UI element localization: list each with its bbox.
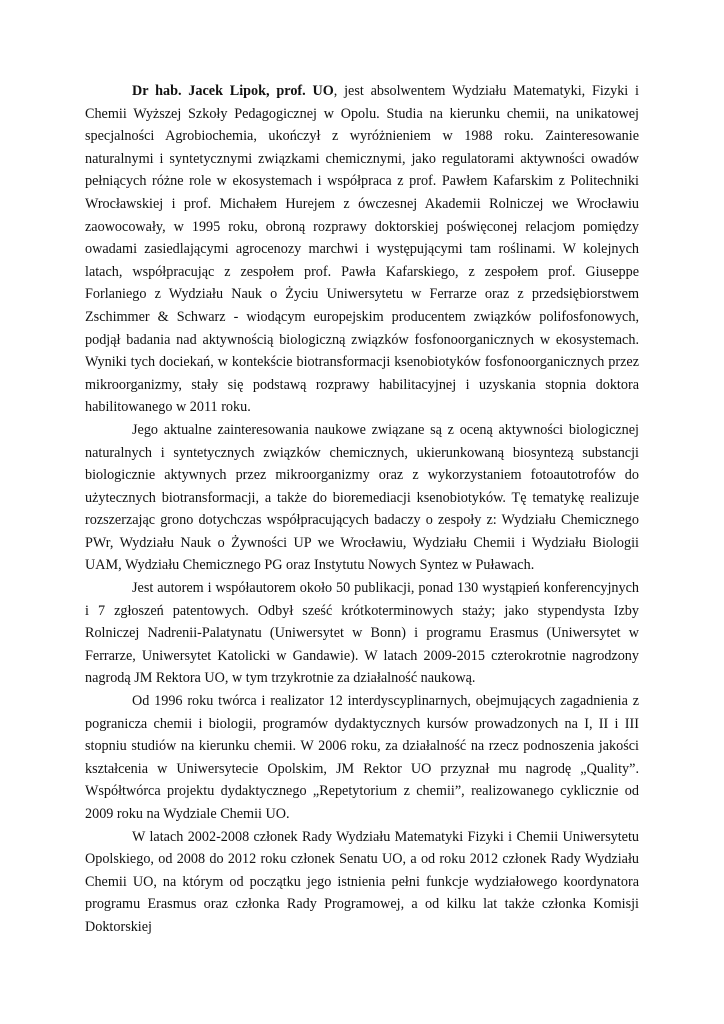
paragraph-publications: Jest autorem i współautorem około 50 publikacji, ponad 130 wystąpień konferencyjnych i 7 zgłoszeń patentowych. Odbył sześć krótkoterminowych staży; jako stypendysta Izby Rolniczej Nadrenii-Palatynatu (Uniwersytet w Bonn) i programu Erasmus (Uniwersytet w Ferrarze, Uniwersytet Katolicki w Gandawie). W latach 2009-2015 czterokrotnie nagrodzony nagrodą JM Rektora UO, w tym trzykrotnie za działalność naukową. [85,580,639,687]
paragraph-university-roles: W latach 2002-2008 członek Rady Wydziału Matematyki Fizyki i Chemii Uniwersytetu Opolskiego, od 2008 do 2012 roku członek Senatu UO, a od roku 2012 członek Rady Wydziału Chemii UO, na którym od początku jego istnienia pełni funkcje wydziałowego koordynatora programu Erasmus oraz członka Rady Programowej, a od kilku lat także członka Komisji Doktorskiej [85,828,639,935]
paragraph-research-interests: Jego aktualne zainteresowania naukowe związane są z oceną aktywności biologicznej naturalnych i syntetycznych związków chemicznych, ukierunkowaną biosyntezą substancji biologicznie aktywnych przez mikroorganizmy oraz z wykorzystaniem fotoautotrofów do użytecznych biotransformacji, a także do bioremediacji ksenobiotyków. Tę tematykę realizuje rozszerzając grono dotychczas współpracujących badaczy o zespoły z: Wydziału Chemicznego PWr, Wydziału Nauk o Żywności UP we Wrocławiu, Wydziału Chemii i Wydziału Biologii UAM, Wydziału Chemicznego PG oraz Instytutu Nowych Syntez w Puławach. [85,421,639,574]
paragraph-biography-intro [85,80,639,419]
paragraph-1-text: , jest absolwentem Wydziału Matematyki, Fizyki i Chemii Wyższej Szkoły Pedagogicznej w Opolu. Studia na kierunku chemii, na unikatowej specjalności Agrobiochemia, ukończył z wyróżnieniem w 1988 roku. Zainteresowanie naturalnymi i syntetycznymi związkami chemicznymi, jako regulatorami aktywności owadów pełniących różne role w ekosystemach i współpraca z prof. Pawłem Kafarskim z Politechniki Wrocławskiej i prof. Michałem Hurejem z ówczesnej Akademii Rolniczej we Wrocławiu zaowocowały, w 1995 roku, obroną rozprawy doktorskiej poświęconej relacjom pomiędzy owadami zasiedlającymi agrocenozy marchwi i występującymi tam roślinami. W kolejnych latach, współpracując z zespołem prof. Pawła Kafarskiego, z zespołem prof. Giuseppe Forlaniego z Wydziału Nauk o Życiu Uniwersytetu w Ferrarze oraz z przedsiębiorstwem Zschimmer & Schwarz - wiodącym europejskim producentem związków polifosfonowych, podjął badania nad aktywnością biologiczną związków fosfonoorganicznych w ekosystemach. Wyniki tych dociekań, w kontekście biotransformacji ksenobiotyków fosfonoorganicznych przez mikroorganizmy, stały się podstawą rozprawy habilitacyjnej i uzyskania stopnia doktora habilitowanego w 2011 roku. [85,83,639,416]
document-body [85,80,639,939]
author-name: Dr hab. Jacek Lipok, prof. UO [132,83,334,99]
paragraph-teaching: Od 1996 roku twórca i realizator 12 interdyscyplinarnych, obejmujących zagadnienia z pogranicza chemii i biologii, programów dydaktycznych kursów prowadzonych na I, II i III stopniu studiów na kierunku chemii. W 2006 roku, za działalność na rzecz podnoszenia jakości kształcenia w Uniwersytecie Opolskim, JM Rektor UO przyznał mu nagrodę „Quality”. Współtwórca projektu dydaktycznego „Repetytorium z chemii”, realizowanego cyklicznie od 2009 roku na Wydziale Chemii UO. [85,693,639,822]
